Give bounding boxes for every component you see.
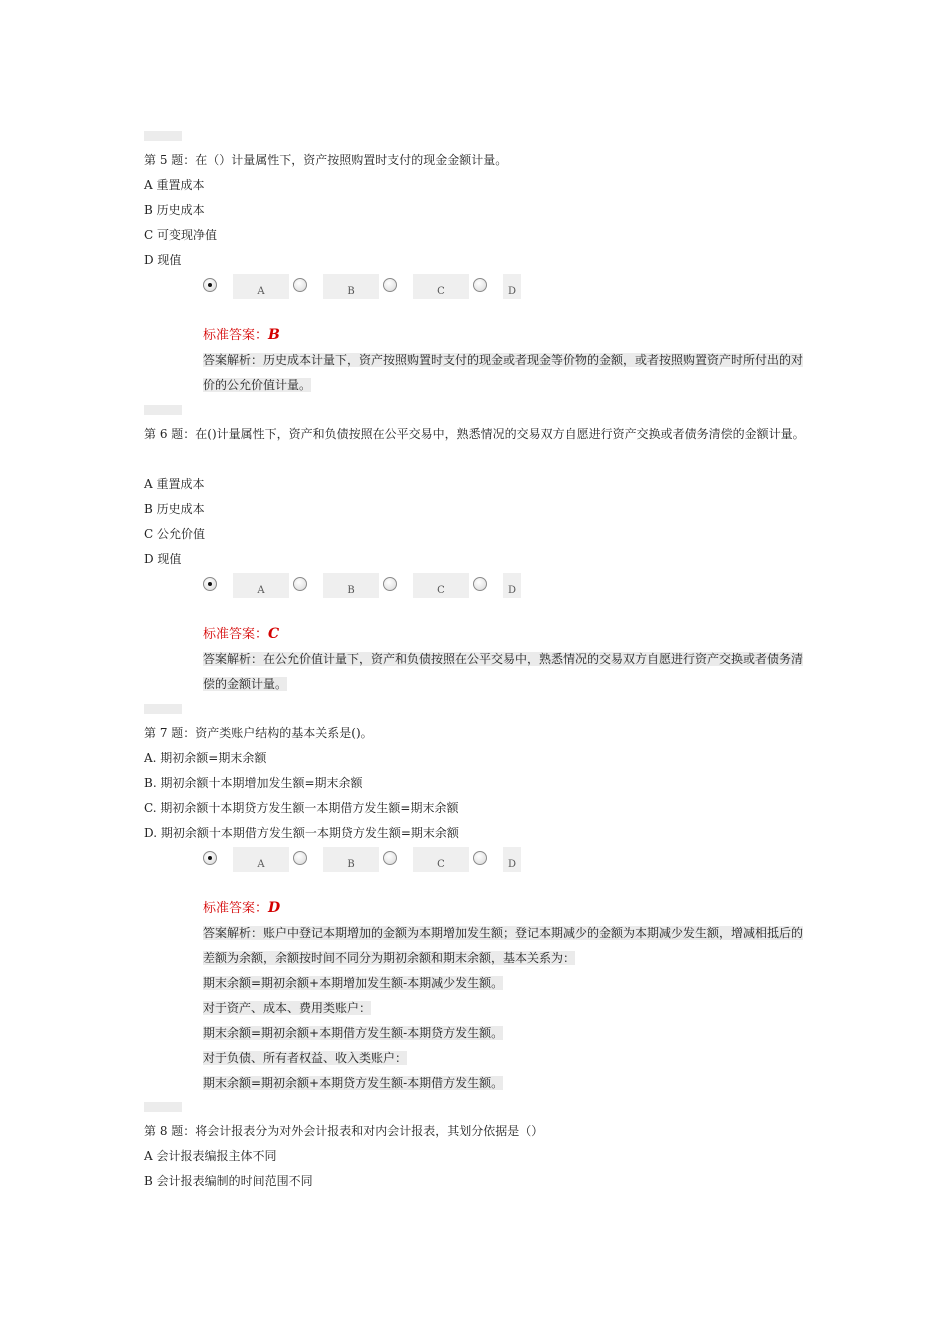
answer-value: D <box>268 900 281 916</box>
choice-b-label: B <box>323 274 379 299</box>
question-7-option-c: C. 期初余额十本期贷方发生额一本期借方发生额=期末余额 <box>144 801 459 815</box>
choice-c-label: C <box>413 847 469 872</box>
radio-c[interactable] <box>383 851 397 865</box>
question-7-title: 第 7 题：资产类账户结构的基本关系是()。 <box>144 726 373 740</box>
question-6-answer <box>203 622 279 647</box>
explanation-text: 对于负债、所有者权益、收入类账户： <box>203 1051 408 1065</box>
answer-label: 标准答案： <box>203 901 269 916</box>
question-7-answer <box>203 896 280 921</box>
separator-bar <box>144 1102 182 1112</box>
question-8-option-a: A 会计报表编报主体不同 <box>144 1149 277 1163</box>
explanation-formula: 期末余额=期初余额+本期增加发生额-本期减少发生额。 <box>203 976 504 990</box>
question-7-explanation <box>203 921 807 1096</box>
question-5-choices <box>203 274 533 300</box>
question-7-option-a: A. 期初余额=期末余额 <box>144 751 267 765</box>
choice-c-label: C <box>413 573 469 598</box>
question-8-option-b: B 会计报表编制的时间范围不同 <box>144 1174 313 1188</box>
question-5-option-d: D 现值 <box>144 253 182 267</box>
question-6-choices <box>203 573 533 599</box>
question-7-option-d: D. 期初余额十本期借方发生额一本期贷方发生额=期末余额 <box>144 826 459 840</box>
question-7-choices <box>203 847 533 873</box>
radio-b[interactable] <box>293 851 307 865</box>
question-6-title: 第 6 题：在()计量属性下，资产和负债按照在公平交易中，熟悉情况的交易双方自愿进行资产交换或者债务清偿的金额计量。 <box>144 427 805 441</box>
question-5-option-b: B 历史成本 <box>144 203 205 217</box>
choice-b-label: B <box>323 847 379 872</box>
choice-a-label: A <box>233 847 289 872</box>
choice-c-label: C <box>413 274 469 299</box>
radio-b[interactable] <box>293 577 307 591</box>
question-5-explanation <box>203 348 807 398</box>
choice-b-label: B <box>323 573 379 598</box>
answer-value: C <box>268 626 280 642</box>
radio-d[interactable] <box>473 577 487 591</box>
separator-bar <box>144 131 182 141</box>
explanation-text: 答案解析：账户中登记本期增加的金额为本期增加发生额；登记本期减少的金额为本期减少发生额，增减相抵后的差额为余额，余额按时间不同分为期初余额和期末余额，基本关系为： <box>203 926 804 965</box>
radio-a[interactable] <box>203 851 217 865</box>
radio-d[interactable] <box>473 851 487 865</box>
choice-a-label: A <box>233 573 289 598</box>
answer-label: 标准答案： <box>203 328 269 343</box>
answer-label: 标准答案： <box>203 627 269 642</box>
question-6-option-b: B 历史成本 <box>144 502 205 516</box>
choice-a-label: A <box>233 274 289 299</box>
explanation-text: 答案解析：历史成本计量下，资产按照购置时支付的现金或者现金等价物的金额，或者按照购置资产时所付出的对价的公允价值计量。 <box>203 353 804 392</box>
question-5-answer <box>203 323 280 348</box>
question-8-title: 第 8 题：将会计报表分为对外会计报表和对内会计报表，其划分依据是（） <box>144 1124 544 1138</box>
question-6-option-c: C 公允价值 <box>144 527 205 541</box>
question-6-option-d: D 现值 <box>144 552 182 566</box>
question-5-title: 第 5 题：在（）计量属性下，资产按照购置时支付的现金金额计量。 <box>144 153 508 167</box>
separator-bar <box>144 704 182 714</box>
explanation-text: 答案解析：在公允价值计量下，资产和负债按照在公平交易中，熟悉情况的交易双方自愿进行资产交换或者债务清偿的金额计量。 <box>203 652 804 691</box>
explanation-formula: 期末余额=期初余额+本期借方发生额-本期贷方发生额。 <box>203 1026 504 1040</box>
choice-d-label: D <box>503 847 521 872</box>
explanation-formula: 期末余额=期初余额+本期贷方发生额-本期借方发生额。 <box>203 1076 504 1090</box>
question-7-option-b: B. 期初余额十本期增加发生额=期末余额 <box>144 776 363 790</box>
radio-a[interactable] <box>203 278 217 292</box>
choice-d-label: D <box>503 274 521 299</box>
radio-d[interactable] <box>473 278 487 292</box>
answer-value: B <box>268 327 280 343</box>
question-6-explanation <box>203 647 807 697</box>
radio-c[interactable] <box>383 278 397 292</box>
radio-b[interactable] <box>293 278 307 292</box>
choice-d-label: D <box>503 573 521 598</box>
explanation-text: 对于资产、成本、费用类账户： <box>203 1001 372 1015</box>
radio-a[interactable] <box>203 577 217 591</box>
radio-c[interactable] <box>383 577 397 591</box>
question-5-option-c: C 可变现净值 <box>144 228 217 242</box>
question-5-option-a: A 重置成本 <box>144 178 205 192</box>
separator-bar <box>144 405 182 415</box>
question-6-option-a: A 重置成本 <box>144 477 205 491</box>
